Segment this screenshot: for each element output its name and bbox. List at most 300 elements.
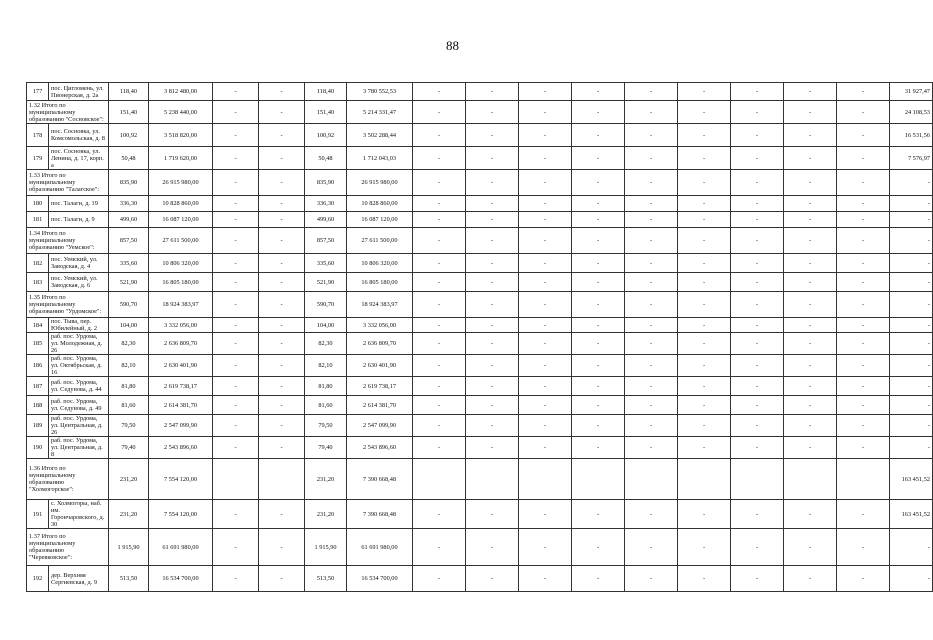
address-cell: пос. Сосновка, ул. Ленина, д. 17, корп. а	[49, 147, 109, 170]
address-cell: пос. Тыва, пер. Юбилейный, д. 2	[49, 318, 109, 333]
value-cell: -	[837, 212, 890, 228]
cost-cell: 1 712 043,03	[347, 147, 413, 170]
subtotal-row	[27, 228, 933, 254]
value-cell: -	[572, 500, 625, 529]
value-cell: -	[466, 170, 519, 196]
table-row	[27, 83, 933, 101]
value-cell: -	[259, 437, 305, 459]
value-cell: -	[572, 273, 625, 292]
value-cell: -	[784, 228, 837, 254]
value-cell: -	[259, 355, 305, 377]
value-cell: -	[413, 333, 466, 355]
value-cell: -	[837, 273, 890, 292]
value-cell: -	[259, 83, 305, 101]
address-cell: пос. Уемский, ул. Заводская, д. 4	[49, 254, 109, 273]
area-cell: 79,40	[109, 437, 149, 459]
value-cell: -	[519, 273, 572, 292]
value-cell: -	[519, 147, 572, 170]
saving-cell: -	[890, 333, 933, 355]
value-cell: -	[519, 101, 572, 124]
cost-cell: 26 915 980,00	[149, 170, 213, 196]
value-cell: -	[678, 124, 731, 147]
area-cell: 118,40	[109, 83, 149, 101]
value-cell: -	[731, 170, 784, 196]
value-cell: -	[625, 396, 678, 415]
address-cell: пос. Уемский, ул. Заводская, д. 6	[49, 273, 109, 292]
value-cell: -	[213, 101, 259, 124]
value-cell: -	[678, 529, 731, 566]
area-cell: 118,40	[305, 83, 347, 101]
subtotal-row	[27, 292, 933, 318]
cost-cell: 7 554 120,00	[149, 459, 213, 500]
cost-cell: 1 719 620,00	[149, 147, 213, 170]
area-cell: 79,40	[305, 437, 347, 459]
value-cell: -	[784, 333, 837, 355]
value-cell	[213, 459, 259, 500]
value-cell: -	[784, 500, 837, 529]
value-cell: -	[784, 566, 837, 592]
value-cell: -	[625, 529, 678, 566]
value-cell: -	[784, 147, 837, 170]
value-cell: -	[731, 437, 784, 459]
value-cell: -	[213, 124, 259, 147]
value-cell	[413, 459, 466, 500]
value-cell: -	[678, 196, 731, 212]
subtotal-row	[27, 529, 933, 566]
value-cell: -	[259, 170, 305, 196]
table-row	[27, 500, 933, 529]
saving-cell: 163 451,52	[890, 459, 933, 500]
saving-cell: -	[890, 254, 933, 273]
area-cell: 151,40	[305, 101, 347, 124]
saving-cell: -	[890, 566, 933, 592]
cost-cell: 2 630 401,90	[149, 355, 213, 377]
value-cell: -	[259, 529, 305, 566]
value-cell: -	[678, 415, 731, 437]
cost-cell: 10 828 860,00	[149, 196, 213, 212]
value-cell: -	[837, 196, 890, 212]
value-cell: -	[731, 124, 784, 147]
value-cell: -	[572, 377, 625, 396]
value-cell: -	[572, 196, 625, 212]
value-cell: -	[413, 396, 466, 415]
value-cell: -	[678, 292, 731, 318]
area-cell: 81,80	[305, 377, 347, 396]
value-cell: -	[837, 101, 890, 124]
table-row	[27, 254, 933, 273]
area-cell: 835,90	[109, 170, 149, 196]
saving-cell: -	[890, 529, 933, 566]
saving-cell: 7 576,97	[890, 147, 933, 170]
area-cell: 82,10	[109, 355, 149, 377]
value-cell: -	[259, 196, 305, 212]
cost-cell: 18 924 383,97	[149, 292, 213, 318]
area-cell: 104,00	[109, 318, 149, 333]
value-cell: -	[625, 333, 678, 355]
value-cell: -	[837, 529, 890, 566]
value-cell: -	[837, 355, 890, 377]
area-cell: 857,50	[305, 228, 347, 254]
value-cell: -	[259, 377, 305, 396]
cost-cell: 3 332 056,00	[347, 318, 413, 333]
row-number-cell: 190	[27, 437, 49, 459]
value-cell: -	[625, 377, 678, 396]
cost-cell: 7 390 668,48	[347, 500, 413, 529]
cost-cell: 18 924 383,97	[347, 292, 413, 318]
cost-cell: 27 611 500,00	[347, 228, 413, 254]
value-cell: -	[466, 147, 519, 170]
saving-cell: -	[890, 196, 933, 212]
value-cell: -	[678, 83, 731, 101]
area-cell: 231,20	[305, 459, 347, 500]
value-cell: -	[784, 196, 837, 212]
value-cell: -	[213, 170, 259, 196]
value-cell	[259, 459, 305, 500]
value-cell: -	[519, 355, 572, 377]
value-cell: -	[213, 377, 259, 396]
address-cell: раб. пос. Урдома, ул. Седунова, д. 49	[49, 396, 109, 415]
subtotal-label-cell: 1.33 Итого по муниципальному образованию "Талагское":	[27, 170, 109, 196]
area-cell: 104,00	[305, 318, 347, 333]
value-cell: -	[625, 228, 678, 254]
value-cell: -	[413, 437, 466, 459]
value-cell: -	[466, 500, 519, 529]
value-cell: -	[625, 212, 678, 228]
value-cell: -	[413, 228, 466, 254]
value-cell: -	[572, 170, 625, 196]
value-cell: -	[259, 147, 305, 170]
value-cell: -	[731, 292, 784, 318]
value-cell: -	[731, 273, 784, 292]
value-cell: -	[572, 355, 625, 377]
cost-cell: 2 547 099,90	[149, 415, 213, 437]
table-row	[27, 273, 933, 292]
value-cell: -	[784, 437, 837, 459]
cost-cell: 3 332 056,00	[149, 318, 213, 333]
cost-cell: 16 087 120,00	[149, 212, 213, 228]
table-row	[27, 355, 933, 377]
value-cell: -	[784, 318, 837, 333]
value-cell: -	[259, 415, 305, 437]
value-cell: -	[678, 318, 731, 333]
value-cell: -	[837, 147, 890, 170]
value-cell	[784, 459, 837, 500]
value-cell: -	[731, 333, 784, 355]
value-cell: -	[784, 273, 837, 292]
value-cell: -	[519, 437, 572, 459]
value-cell	[678, 459, 731, 500]
cost-cell: 2 614 381,70	[347, 396, 413, 415]
value-cell: -	[519, 228, 572, 254]
value-cell: -	[572, 566, 625, 592]
area-cell: 590,70	[109, 292, 149, 318]
value-cell: -	[466, 529, 519, 566]
cost-cell: 7 390 668,48	[347, 459, 413, 500]
value-cell: -	[519, 254, 572, 273]
area-cell: 81,80	[109, 377, 149, 396]
value-cell: -	[678, 437, 731, 459]
value-cell: -	[519, 333, 572, 355]
value-cell: -	[213, 273, 259, 292]
value-cell: -	[625, 273, 678, 292]
saving-cell: -	[890, 170, 933, 196]
value-cell: -	[519, 212, 572, 228]
cost-cell: 3 502 288,44	[347, 124, 413, 147]
value-cell: -	[731, 415, 784, 437]
area-cell: 513,50	[305, 566, 347, 592]
value-cell: -	[784, 396, 837, 415]
row-number-cell: 187	[27, 377, 49, 396]
address-cell: с. Холмогоры, наб. им. Горончаровского, д. 30	[49, 500, 109, 529]
value-cell: -	[466, 196, 519, 212]
value-cell: -	[837, 292, 890, 318]
value-cell: -	[519, 196, 572, 212]
area-cell: 521,90	[305, 273, 347, 292]
subtotal-row	[27, 170, 933, 196]
value-cell	[572, 459, 625, 500]
cost-cell: 16 534 700,00	[347, 566, 413, 592]
value-cell: -	[625, 566, 678, 592]
value-cell: -	[413, 124, 466, 147]
area-cell: 590,70	[305, 292, 347, 318]
value-cell: -	[519, 124, 572, 147]
value-cell: -	[466, 212, 519, 228]
value-cell: -	[678, 228, 731, 254]
row-number-cell: 180	[27, 196, 49, 212]
value-cell: -	[466, 101, 519, 124]
area-cell: 521,90	[109, 273, 149, 292]
value-cell: -	[519, 170, 572, 196]
value-cell: -	[213, 318, 259, 333]
saving-cell: -	[890, 377, 933, 396]
value-cell: -	[213, 566, 259, 592]
cost-cell: 2 619 738,17	[347, 377, 413, 396]
saving-cell: 31 927,47	[890, 83, 933, 101]
value-cell: -	[678, 333, 731, 355]
value-cell: -	[625, 292, 678, 318]
value-cell: -	[731, 500, 784, 529]
address-cell: дер. Верхняя Сергиевская, д. 9	[49, 566, 109, 592]
value-cell: -	[519, 415, 572, 437]
value-cell: -	[259, 254, 305, 273]
address-cell: пос. Сосновка, ул. Комсомольская, д. 8	[49, 124, 109, 147]
value-cell: -	[731, 196, 784, 212]
subtotal-row	[27, 101, 933, 124]
table-row	[27, 333, 933, 355]
value-cell: -	[837, 83, 890, 101]
address-cell: раб. пос. Урдома, ул. Центральная, д. 26	[49, 415, 109, 437]
cost-cell: 10 806 320,00	[149, 254, 213, 273]
area-cell: 79,50	[109, 415, 149, 437]
value-cell	[731, 459, 784, 500]
row-number-cell: 192	[27, 566, 49, 592]
address-cell: раб. пос. Урдома, ул. Молодежная, д. 26	[49, 333, 109, 355]
cost-cell: 3 780 552,53	[347, 83, 413, 101]
cost-cell: 2 543 896,60	[347, 437, 413, 459]
area-cell: 857,50	[109, 228, 149, 254]
area-cell: 79,50	[305, 415, 347, 437]
value-cell: -	[731, 212, 784, 228]
area-cell: 1 915,90	[109, 529, 149, 566]
value-cell: -	[837, 333, 890, 355]
table-row	[27, 147, 933, 170]
saving-cell: -	[890, 318, 933, 333]
data-table	[26, 82, 933, 592]
value-cell: -	[625, 170, 678, 196]
value-cell: -	[625, 147, 678, 170]
area-cell: 335,60	[305, 254, 347, 273]
value-cell: -	[213, 83, 259, 101]
value-cell: -	[625, 254, 678, 273]
value-cell: -	[466, 415, 519, 437]
saving-cell: 16 531,56	[890, 124, 933, 147]
saving-cell: -	[890, 273, 933, 292]
value-cell: -	[213, 196, 259, 212]
value-cell: -	[731, 101, 784, 124]
row-number-cell: 189	[27, 415, 49, 437]
value-cell: -	[519, 318, 572, 333]
value-cell: -	[259, 228, 305, 254]
cost-cell: 2 547 099,90	[347, 415, 413, 437]
value-cell: -	[784, 83, 837, 101]
area-cell: 50,48	[109, 147, 149, 170]
subtotal-label-cell: 1.35 Итого по муниципальному образованию "Урдомское":	[27, 292, 109, 318]
area-cell: 499,60	[305, 212, 347, 228]
value-cell: -	[213, 500, 259, 529]
value-cell: -	[731, 566, 784, 592]
value-cell: -	[731, 228, 784, 254]
value-cell: -	[466, 566, 519, 592]
area-cell: 100,92	[305, 124, 347, 147]
area-cell: 231,20	[109, 459, 149, 500]
value-cell: -	[678, 254, 731, 273]
cost-cell: 3 518 820,00	[149, 124, 213, 147]
value-cell: -	[837, 377, 890, 396]
value-cell: -	[259, 124, 305, 147]
value-cell: -	[413, 500, 466, 529]
value-cell: -	[678, 273, 731, 292]
row-number-cell: 177	[27, 83, 49, 101]
value-cell: -	[213, 292, 259, 318]
value-cell: -	[837, 500, 890, 529]
value-cell: -	[731, 396, 784, 415]
subtotal-row	[27, 459, 933, 500]
cost-cell: 2 636 809,70	[149, 333, 213, 355]
value-cell: -	[519, 500, 572, 529]
subtotal-label-cell: 1.34 Итого по муниципальному образованию "Уемское":	[27, 228, 109, 254]
value-cell: -	[731, 254, 784, 273]
address-cell: пос. Талаги, д. 19	[49, 196, 109, 212]
cost-cell: 16 805 180,00	[149, 273, 213, 292]
row-number-cell: 178	[27, 124, 49, 147]
area-cell: 50,48	[305, 147, 347, 170]
row-number-cell: 181	[27, 212, 49, 228]
cost-cell: 10 806 320,00	[347, 254, 413, 273]
value-cell: -	[259, 500, 305, 529]
area-cell: 231,20	[109, 500, 149, 529]
value-cell: -	[731, 377, 784, 396]
value-cell: -	[259, 318, 305, 333]
table-row	[27, 377, 933, 396]
value-cell: -	[625, 415, 678, 437]
value-cell: -	[466, 124, 519, 147]
area-cell: 336,30	[305, 196, 347, 212]
value-cell: -	[259, 566, 305, 592]
row-number-cell: 182	[27, 254, 49, 273]
row-number-cell: 183	[27, 273, 49, 292]
value-cell: -	[259, 333, 305, 355]
address-cell: раб. пос. Урдома, ул. Центральная, д. 8	[49, 437, 109, 459]
area-cell: 82,30	[109, 333, 149, 355]
value-cell: -	[519, 292, 572, 318]
cost-cell: 10 828 860,00	[347, 196, 413, 212]
value-cell: -	[413, 415, 466, 437]
cost-cell: 5 238 440,00	[149, 101, 213, 124]
value-cell: -	[784, 529, 837, 566]
value-cell: -	[678, 101, 731, 124]
subtotal-label-cell: 1.36 Итого по муниципальному образованию "Холмогорское":	[27, 459, 109, 500]
row-number-cell: 186	[27, 355, 49, 377]
value-cell: -	[213, 333, 259, 355]
value-cell: -	[413, 101, 466, 124]
value-cell: -	[519, 377, 572, 396]
cost-cell: 7 554 120,00	[149, 500, 213, 529]
value-cell: -	[572, 83, 625, 101]
cost-cell: 5 214 331,47	[347, 101, 413, 124]
value-cell: -	[837, 254, 890, 273]
cost-cell: 2 614 381,70	[149, 396, 213, 415]
cost-cell: 16 805 180,00	[347, 273, 413, 292]
value-cell: -	[466, 437, 519, 459]
value-cell: -	[678, 212, 731, 228]
value-cell: -	[625, 124, 678, 147]
area-cell: 335,60	[109, 254, 149, 273]
saving-cell: -	[890, 355, 933, 377]
value-cell: -	[466, 377, 519, 396]
value-cell: -	[731, 355, 784, 377]
value-cell: -	[678, 396, 731, 415]
value-cell: -	[572, 333, 625, 355]
value-cell: -	[213, 147, 259, 170]
value-cell: -	[678, 147, 731, 170]
value-cell: -	[572, 415, 625, 437]
table-row	[27, 437, 933, 459]
area-cell: 81,60	[305, 396, 347, 415]
value-cell: -	[784, 170, 837, 196]
value-cell: -	[784, 415, 837, 437]
cost-cell: 2 636 809,70	[347, 333, 413, 355]
area-cell: 513,50	[109, 566, 149, 592]
value-cell: -	[572, 147, 625, 170]
area-cell: 151,40	[109, 101, 149, 124]
value-cell: -	[572, 318, 625, 333]
value-cell: -	[413, 83, 466, 101]
address-cell: раб. пос. Урдома, ул. Октябрьская, д. 16	[49, 355, 109, 377]
value-cell: -	[413, 529, 466, 566]
value-cell: -	[413, 318, 466, 333]
value-cell: -	[413, 196, 466, 212]
value-cell: -	[572, 124, 625, 147]
value-cell: -	[413, 355, 466, 377]
value-cell: -	[213, 228, 259, 254]
saving-cell: -	[890, 212, 933, 228]
value-cell	[625, 459, 678, 500]
value-cell: -	[413, 273, 466, 292]
value-cell: -	[466, 355, 519, 377]
value-cell: -	[259, 396, 305, 415]
value-cell: -	[572, 396, 625, 415]
value-cell: -	[731, 83, 784, 101]
